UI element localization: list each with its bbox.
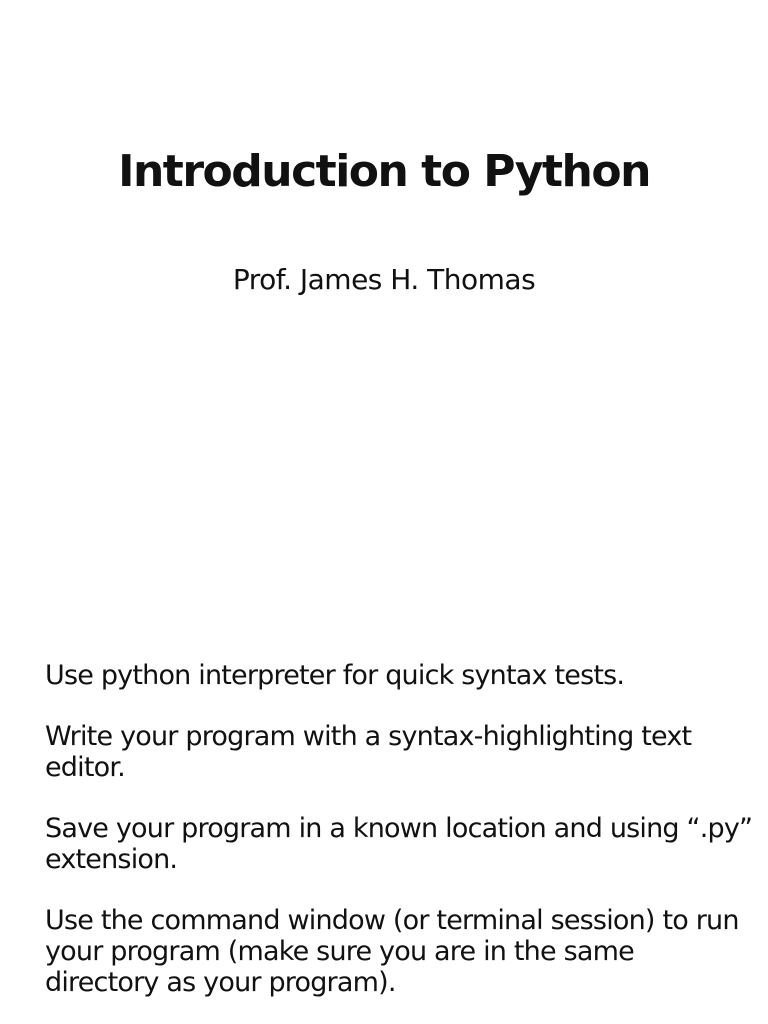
paragraph-line: extension. <box>45 844 178 875</box>
slide-subtitle: Prof. James H. Thomas <box>232 263 536 296</box>
paragraph <box>45 905 745 998</box>
paragraph-line: editor. <box>45 752 125 783</box>
paragraph <box>45 660 745 691</box>
slide-title: Introduction to Python <box>118 146 650 197</box>
slide-body <box>45 660 753 1024</box>
paragraph-line: Use the command window (or terminal session) to run <box>45 905 739 936</box>
paragraph <box>45 813 753 875</box>
paragraph-line: your program (make sure you are in the same <box>45 936 634 967</box>
paragraph-line: Save your program in a known location and using “.py” <box>45 813 753 844</box>
paragraph <box>45 721 745 783</box>
paragraph-line: Use python interpreter for quick syntax tests. <box>45 660 625 691</box>
paragraph-line: directory as your program). <box>45 967 396 998</box>
paragraph-line: Write your program with a syntax-highlighting text <box>45 721 692 752</box>
